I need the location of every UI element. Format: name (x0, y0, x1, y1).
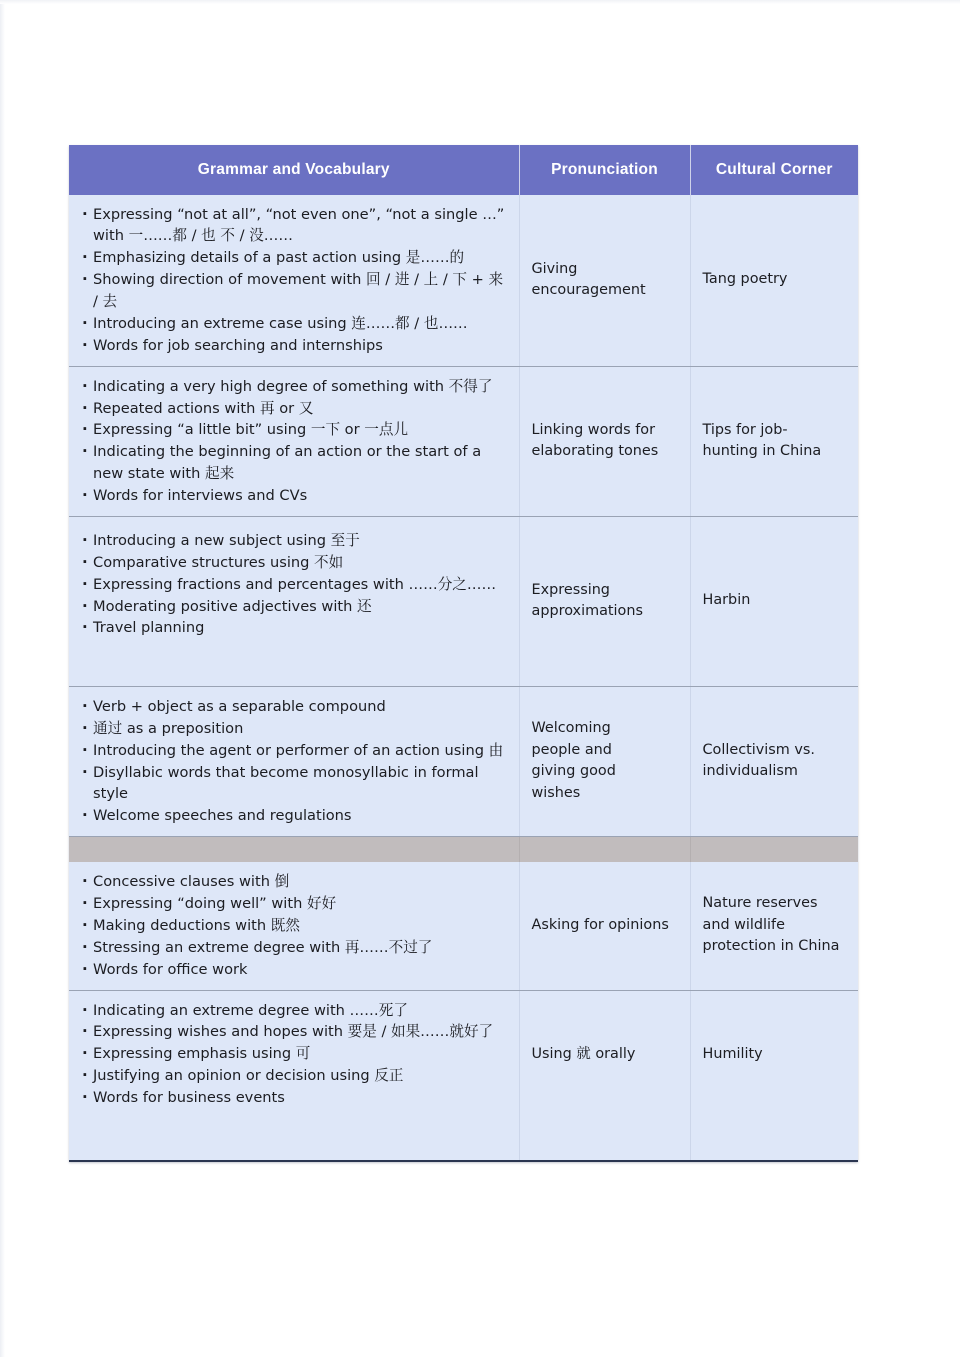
list-item: · Moderating positive adjectives with 还 (82, 596, 505, 617)
grammar-bullet-list (69, 991, 519, 1119)
scan-edge-top (0, 0, 960, 4)
cultural-corner-text: Harbin (702, 592, 751, 609)
list-item: · Indicating a very high degree of something with 不得了 (82, 376, 505, 397)
grammar-bullet-list (69, 195, 519, 366)
cell-pronunciation (519, 686, 690, 836)
table-header (69, 145, 858, 195)
cell-grammar (69, 686, 519, 836)
pronunciation-text: Using 就 orally (531, 1045, 636, 1062)
cell-grammar (69, 366, 519, 516)
cultural-corner-text: Tang poetry (702, 271, 788, 288)
cell-pronunciation (519, 195, 690, 366)
table-row (69, 862, 858, 990)
list-item: · Travel planning (82, 617, 505, 638)
grammar-bullet-list (69, 367, 519, 516)
cultural-corner-text: Nature reserves and wildlife protection in China (702, 895, 840, 955)
list-item: · Words for office work (82, 959, 505, 980)
cell-cultural-corner (690, 862, 858, 990)
list-item: · Emphasizing details of a past action using 是……的 (82, 247, 505, 268)
list-item: · Expressing “not at all”, “not even one”, “not a single …” with 一……都 / 也 不 / 没…… (82, 204, 505, 247)
cell-grammar (69, 516, 519, 686)
bottom-padding-cell (69, 1118, 519, 1161)
list-item: · Words for business events (82, 1087, 505, 1108)
cell-grammar (69, 990, 519, 1118)
cultural-corner-text: Humility (702, 1045, 763, 1062)
table-body (69, 195, 858, 1161)
section-separator-band (69, 836, 858, 862)
cell-cultural-corner (690, 516, 858, 686)
list-item: · Expressing wishes and hopes with 要是 / 如果……就好了 (82, 1021, 505, 1042)
list-item: · Indicating an extreme degree with ……死了 (82, 1000, 505, 1021)
grammar-bullet-list (69, 687, 519, 836)
cell-pronunciation (519, 366, 690, 516)
list-item: · Repeated actions with 再 or 又 (82, 398, 505, 419)
list-item: · Expressing fractions and percentages with ……分之…… (82, 574, 505, 595)
band-segment (519, 836, 690, 862)
bottom-padding-cell (519, 1118, 690, 1161)
grammar-bullet-list (69, 862, 519, 990)
list-item: · Welcome speeches and regulations (82, 805, 505, 826)
header-row (69, 145, 858, 195)
table-row (69, 516, 858, 686)
syllabus-table (69, 145, 858, 1162)
list-item: · Words for job searching and internships (82, 335, 505, 356)
list-item: · Indicating the beginning of an action or the start of a new state with 起来 (82, 441, 505, 484)
cultural-corner-text: Collectivism vs. individualism (702, 741, 815, 780)
band-segment (690, 836, 858, 862)
list-item: · Words for interviews and CVs (82, 485, 505, 506)
list-item: · 通过 as a preposition (82, 718, 505, 739)
scan-edge-left (0, 0, 5, 1357)
column-header-cultural-corner: Cultural Corner (690, 145, 858, 195)
list-item: · Expressing emphasis using 可 (82, 1043, 505, 1064)
table-row (69, 366, 858, 516)
bottom-padding-cell (690, 1118, 858, 1161)
cell-cultural-corner (690, 686, 858, 836)
cultural-corner-text: Tips for job-hunting in China (702, 421, 822, 460)
cell-pronunciation (519, 990, 690, 1118)
list-item: · Introducing a new subject using 至于 (82, 530, 505, 551)
cell-cultural-corner (690, 195, 858, 366)
table-row (69, 195, 858, 366)
list-item: · Introducing an extreme case using 连……都 / 也…… (82, 313, 505, 334)
column-header-pronunciation: Pronunciation (519, 145, 690, 195)
cell-pronunciation (519, 862, 690, 990)
list-item: · Stressing an extreme degree with 再……不过了 (82, 937, 505, 958)
pronunciation-text: Giving encouragement (531, 260, 646, 299)
cell-grammar (69, 195, 519, 366)
table-row (69, 990, 858, 1118)
list-item: · Expressing “doing well” with 好好 (82, 893, 505, 914)
list-item: · Disyllabic words that become monosyllabic in formal style (82, 762, 505, 805)
table-bottom-padding (69, 1118, 858, 1161)
pronunciation-text: Asking for opinions (531, 916, 669, 933)
list-item: · Justifying an opinion or decision using 反正 (82, 1065, 505, 1086)
list-item: · Expressing “a little bit” using 一下 or 一点儿 (82, 419, 505, 440)
band-segment (69, 836, 519, 862)
pronunciation-text: Welcoming people and giving good wishes (531, 720, 616, 801)
list-item: · Concessive clauses with 倒 (82, 871, 505, 892)
cell-cultural-corner (690, 366, 858, 516)
cell-cultural-corner (690, 990, 858, 1118)
column-header-grammar-and-vocabulary: Grammar and Vocabulary (69, 145, 519, 195)
grammar-bullet-list (69, 517, 519, 649)
list-item: · Comparative structures using 不如 (82, 552, 505, 573)
cell-pronunciation (519, 516, 690, 686)
pronunciation-text: Expressing approximations (531, 581, 643, 620)
list-item: · Verb + object as a separable compound (82, 696, 505, 717)
list-item: · Making deductions with 既然 (82, 915, 505, 936)
cell-grammar (69, 862, 519, 990)
list-item: · Introducing the agent or performer of an action using 由 (82, 740, 505, 761)
table-row (69, 686, 858, 836)
list-item: · Showing direction of movement with 回 / 进 / 上 / 下 + 来 / 去 (82, 269, 505, 312)
pronunciation-text: Linking words for elaborating tones (531, 421, 659, 460)
